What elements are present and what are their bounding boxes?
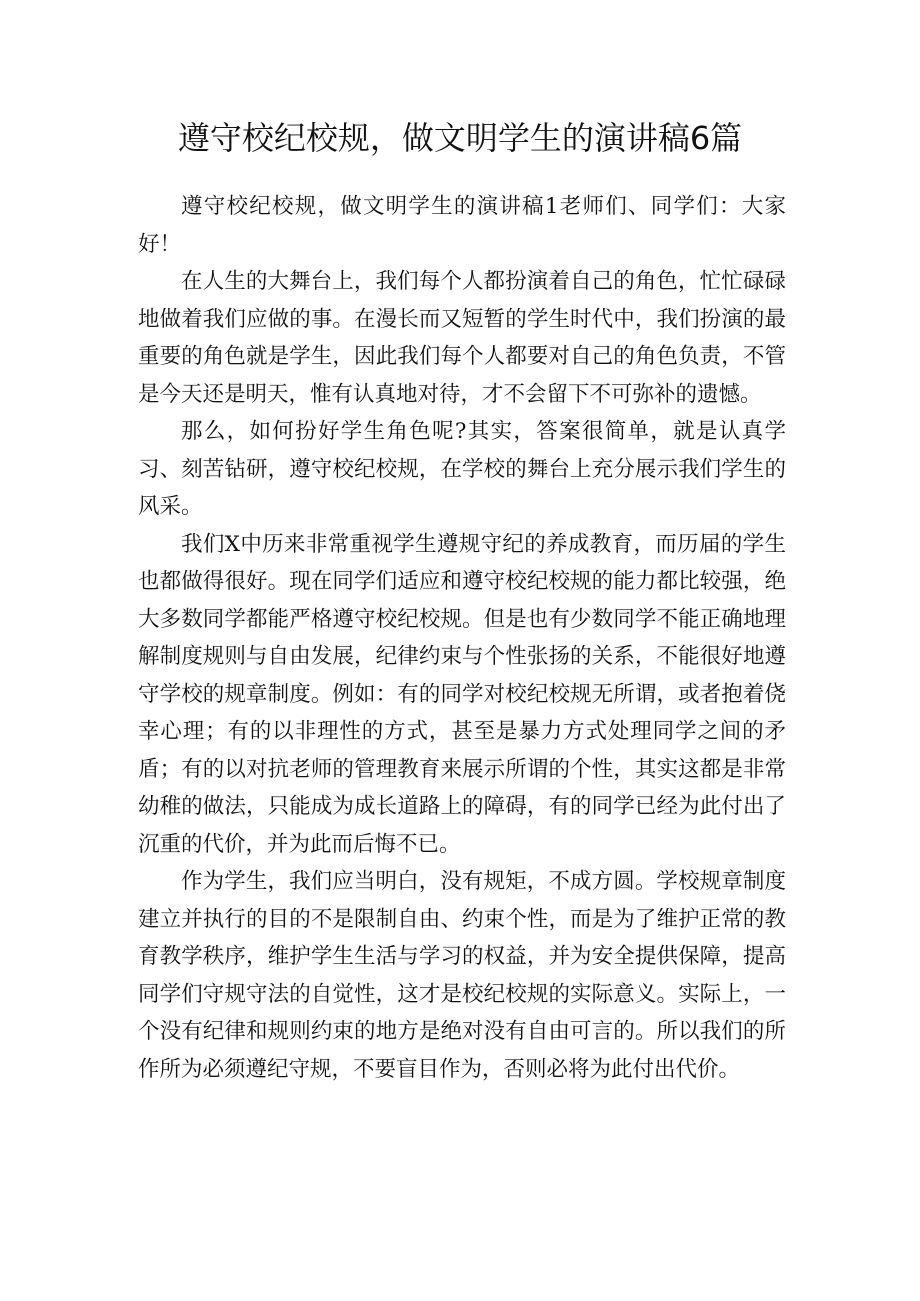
- paragraph-2: 在人生的大舞台上，我们每个人都扮演着自己的角色，忙忙碌碌地做着我们应做的事。在漫长而又短暂的学生时代中，我们扮演的最重要的角色就是学生，因此我们每个人都要对自己的角色负责，不管是今天还是明天，惟有认真地对待，才不会留下不可弥补的遗憾。: [138, 269, 786, 407]
- document-body: [138, 188, 786, 1088]
- paragraph-3: 那么，如何扮好学生角色呢?其实，答案很简单，就是认真学习、刻苦钻研，遵守校纪校规，在学校的舞台上充分展示我们学生的风采。: [138, 419, 786, 519]
- paragraph-4: 我们X中历来非常重视学生遵规守纪的养成教育，而历届的学生也都做得很好。现在同学们适应和遵守校纪校规的能力都比较强，绝大多数同学都能严格遵守校纪校规。但是也有少数同学不能正确地理解制度规则与自由发展，纪律约束与个性张扬的关系，不能很好地遵守学校的规章制度。例如：有的同学对校纪校规无所谓，或者抱着侥幸心理；有的以非理性的方式，甚至是暴力方式处理同学之间的矛盾；有的以对抗老师的管理教育来展示所谓的个性，其实这都是非常幼稚的做法，只能成为成长道路上的障碍，有的同学已经为此付出了沉重的代价，并为此而后悔不已。: [138, 531, 786, 857]
- paragraph-5: 作为学生，我们应当明白，没有规矩，不成方圆。学校规章制度建立并执行的目的不是限制自由、约束个性，而是为了维护正常的教育教学秩序，维护学生生活与学习的权益，并为安全提供保障，提高同学们守规守法的自觉性，这才是校纪校规的实际意义。实际上，一个没有纪律和规则约束的地方是绝对没有自由可言的。所以我们的所作所为必须遵纪守规，不要盲目作为，否则必将为此付出代价。: [138, 869, 786, 1082]
- document-title: 遵守校纪校规，做文明学生的演讲稿6篇: [177, 119, 743, 157]
- paragraph-1: 遵守校纪校规，做文明学生的演讲稿1老师们、同学们：大家好！: [138, 194, 786, 257]
